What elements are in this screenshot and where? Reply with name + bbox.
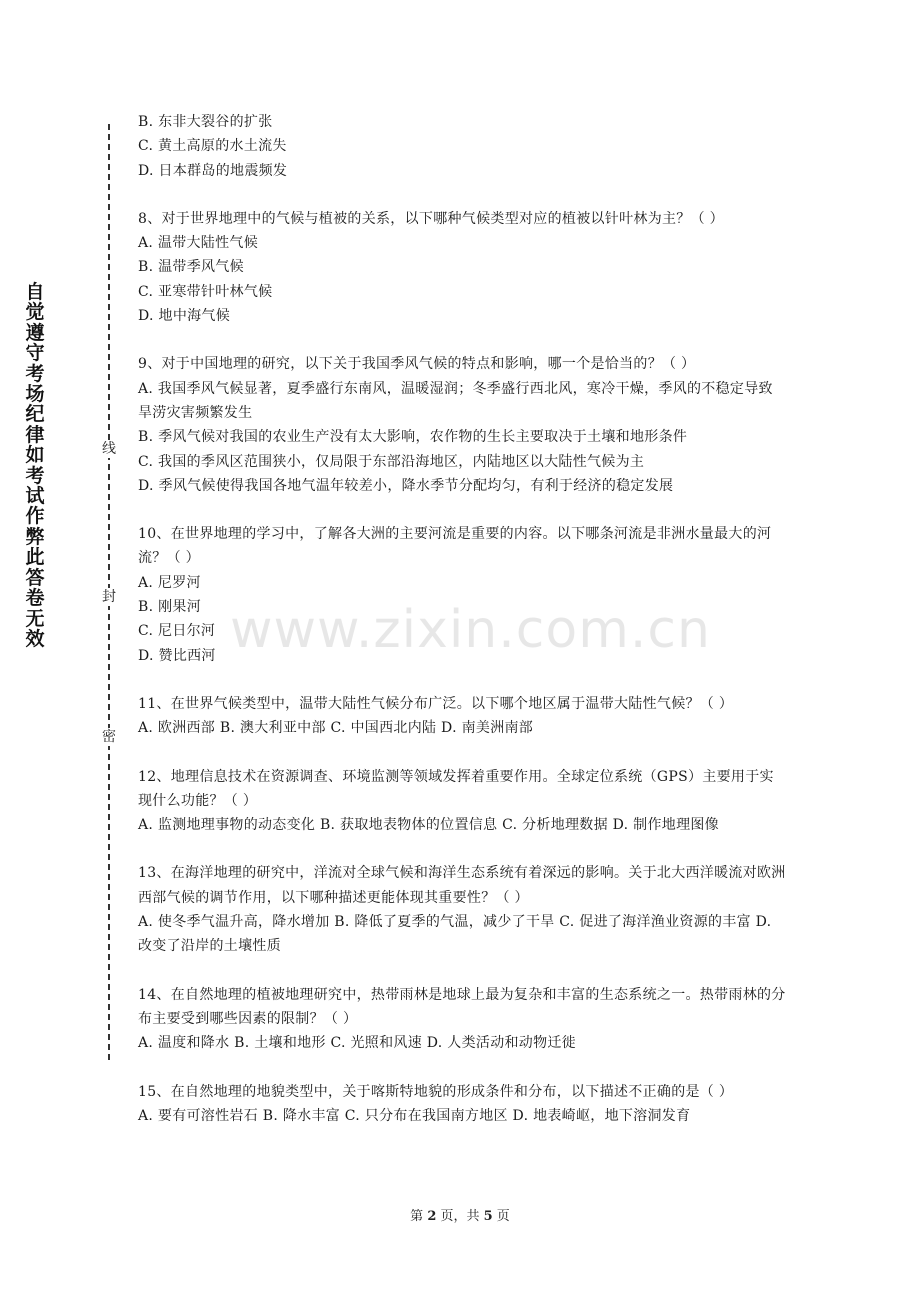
- question-stem: 13、在海洋地理的研究中，洋流对全球气候和海洋生态系统有着深远的影响。关于北大西洋暖流对欧洲西部气候的调节作用，以下哪种描述更能体现其重要性？（ ）: [138, 865, 786, 906]
- answer-option: D. 赞比西河: [138, 647, 216, 664]
- question-stem: 15、在自然地理的地貌类型中，关于喀斯特地貌的形成条件和分布，以下描述不正确的是（ ）: [138, 1083, 734, 1100]
- question-stem: 14、在自然地理的植被地理研究中，热带雨林是地球上最为复杂和丰富的生态系统之一。热带雨林的分布主要受到哪些因素的限制？（ ）: [138, 986, 786, 1027]
- question-block: [138, 692, 786, 741]
- seal-mark-line: 线: [102, 441, 116, 457]
- answer-option: B. 刚果河: [138, 599, 201, 616]
- answer-option: C. 亚寒带针叶林气候: [138, 283, 273, 300]
- answer-option: D. 季风气候使得我国各地气温年较差小，降水季节分配均匀，有利于经济的稳定发展: [138, 477, 674, 494]
- question-stem: 12、地理信息技术在资源调查、环境监测等领域发挥着重要作用。全球定位系统（GPS）主要用于实现什么功能？（ ）: [138, 768, 774, 809]
- question-block: [138, 765, 786, 838]
- answer-option: B. 东非大裂谷的扩张: [138, 114, 273, 130]
- answer-option: D. 地中海气候: [138, 308, 231, 325]
- exam-discipline-notice: 自觉遵守考场纪律如考试作弊此答卷无效: [25, 281, 45, 650]
- answer-option: A. 温带大陆性气候: [138, 235, 259, 252]
- current-page-number: 2: [427, 1209, 437, 1224]
- answer-option: C. 黄土高原的水土流失: [138, 138, 287, 155]
- seal-mark-secret: 密: [102, 729, 116, 745]
- answer-option: A. 监测地理事物的动态变化 B. 获取地表物体的位置信息 C. 分析地理数据 D. 制作地理图像: [138, 817, 719, 834]
- answer-option: A. 要有可溶性岩石 B. 降水丰富 C. 只分布在我国南方地区 D. 地表崎岖，地下溶洞发育: [138, 1107, 691, 1124]
- answer-option: C. 我国的季风区范围狭小，仅局限于东部沿海地区，内陆地区以大陆性气候为主: [138, 453, 645, 470]
- question-block: [138, 352, 786, 498]
- question-stem: 8、对于世界地理中的气候与植被的关系，以下哪种气候类型对应的植被以针叶林为主？（ ）: [138, 210, 724, 227]
- answer-option: B. 季风气候对我国的农业生产没有太大影响，农作物的生长主要取决于土壤和地形条件: [138, 429, 688, 446]
- question-list: [138, 110, 786, 1152]
- total-page-number: 5: [483, 1209, 493, 1224]
- question-block: [138, 861, 786, 958]
- answer-option: A. 我国季风气候显著，夏季盛行东南风，温暖湿润；冬季盛行西北风，寒冷干燥，季风的不稳定导致旱涝灾害频繁发生: [138, 380, 773, 421]
- watermark: www.zixin.com.cn: [230, 600, 711, 660]
- answer-option: B. 温带季风气候: [138, 259, 244, 276]
- seal-mark-seal: 封: [102, 589, 116, 605]
- question-stem: 9、对于中国地理的研究，以下关于我国季风气候的特点和影响，哪一个是恰当的？（ ）: [138, 356, 696, 373]
- page-footer: 第 2 页，共 5 页: [410, 1209, 510, 1224]
- question-stem: 11、在世界气候类型中，温带大陆性气候分布广泛。以下哪个地区属于温带大陆性气候？（ ）: [138, 695, 734, 712]
- answer-option: A. 温度和降水 B. 土壤和地形 C. 光照和风速 D. 人类活动和动物迁徙: [138, 1035, 576, 1052]
- answer-option: A. 欧洲西部 B. 澳大利亚中部 C. 中国西北内陆 D. 南美洲南部: [138, 720, 534, 737]
- question-block: [138, 522, 786, 668]
- answer-option: A. 尼罗河: [138, 574, 201, 591]
- question-stem: 10、在世界地理的学习中，了解各大洲的主要河流是重要的内容。以下哪条河流是非洲水量最大的河流？（ ）: [138, 526, 772, 567]
- question-block: [138, 983, 786, 1056]
- question-block: [138, 207, 786, 328]
- question-block: [138, 110, 786, 183]
- answer-option: A. 使冬季气温升高，降水增加 B. 降低了夏季的气温，减少了干旱 C. 促进了海洋渔业资源的丰富 D. 改变了沿岸的土壤性质: [138, 914, 772, 955]
- question-block: [138, 1080, 786, 1129]
- answer-option: C. 尼日尔河: [138, 623, 216, 640]
- answer-option: D. 日本群岛的地震频发: [138, 162, 288, 179]
